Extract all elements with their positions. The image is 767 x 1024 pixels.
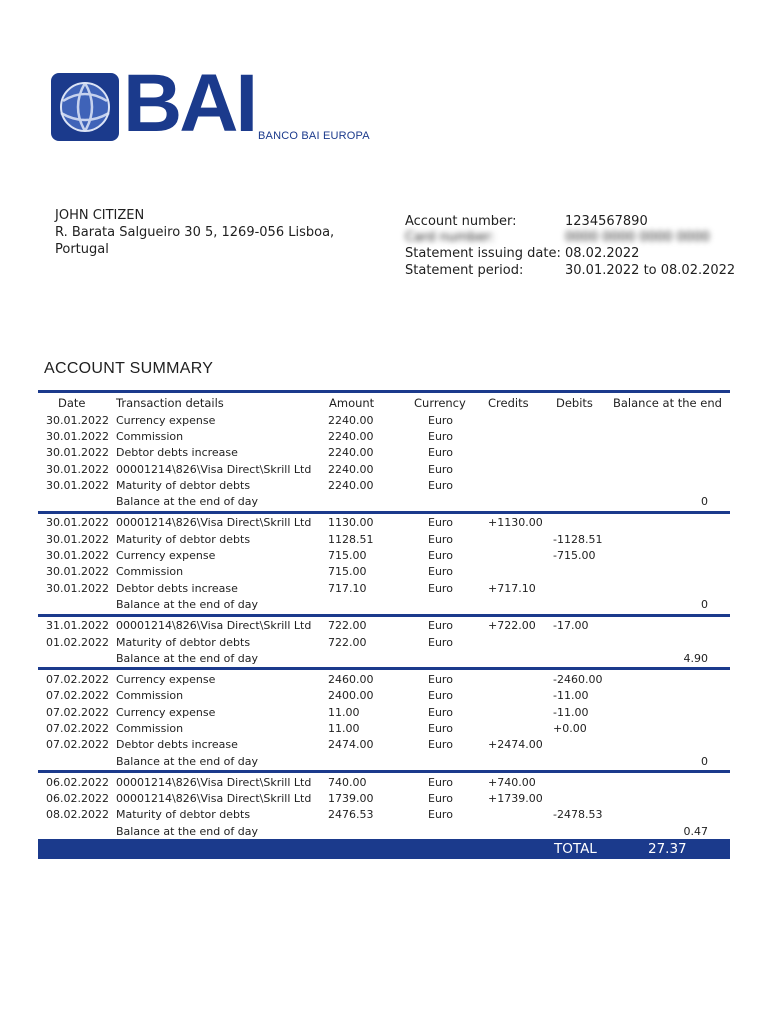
cell-amount: 2400.00 [328,689,374,703]
cell-debits: -11.00 [553,705,589,719]
group-divider [38,511,730,514]
end-of-day-balance-row [38,650,730,666]
end-of-day-balance-row [38,823,730,839]
cell-details: 00001214\826\Visa Direct\Skrill Ltd [116,619,312,633]
header-balance: Balance at the end [613,395,722,410]
cell-details: 00001214\826\Visa Direct\Skrill Ltd [116,462,312,476]
cell-date: 30.01.2022 [46,462,109,476]
cell-date: 30.01.2022 [46,429,109,443]
transaction-row [38,720,730,736]
cell-credits: +740.00 [488,775,536,789]
cell-amount: 717.10 [328,581,367,595]
cell-details: Currency expense [116,413,216,427]
transaction-row [38,774,730,790]
cell-date: 30.01.2022 [46,565,109,579]
customer-address-line1: R. Barata Salgueiro 30 5, 1269-056 Lisboa, [55,225,335,240]
cell-date: 01.02.2022 [46,635,109,649]
cell-credits: +722.00 [488,619,536,633]
cell-amount: 2476.53 [328,808,374,822]
cell-date: 06.02.2022 [46,792,109,806]
cell-date: 30.01.2022 [46,532,109,546]
cell-debits: -2478.53 [553,808,603,822]
cell-details: Debtor debts increase [116,738,238,752]
total-label: TOTAL [554,841,597,858]
cell-date: 07.02.2022 [46,673,109,687]
transaction-row [38,547,730,563]
cell-details: Maturity of debtor debts [116,635,251,649]
cell-amount: 715.00 [328,565,367,579]
cell-amount: 740.00 [328,775,367,789]
cell-amount: 2240.00 [328,478,374,492]
header-debits: Debits [556,395,593,410]
cell-currency: Euro [428,516,453,530]
cell-amount: 722.00 [328,619,367,633]
transaction-row [38,515,730,531]
cell-debits: -11.00 [553,689,589,703]
cell-details: 00001214\826\Visa Direct\Skrill Ltd [116,792,312,806]
transaction-row [38,428,730,444]
transaction-row [38,634,730,650]
transaction-row [38,791,730,807]
transactions-table [38,390,730,859]
cell-amount: 2240.00 [328,429,374,443]
cell-credits: +2474.00 [488,738,543,752]
cell-amount: 722.00 [328,635,367,649]
cell-balance: 0 [701,495,708,509]
transaction-row [38,618,730,634]
cell-date: 08.02.2022 [46,808,109,822]
section-title: ACCOUNT SUMMARY [44,360,214,377]
cell-amount: 2474.00 [328,738,374,752]
header-credits: Credits [488,395,529,410]
account-value: 1234567890 [565,213,648,229]
cell-date: 07.02.2022 [46,705,109,719]
customer-address-line2: Portugal [55,242,109,257]
card-value: 0000 0000 0000 0000 [565,229,710,245]
transaction-row [38,807,730,823]
cell-details: Maturity of debtor debts [116,532,251,546]
transaction-row [38,704,730,720]
cell-currency: Euro [428,673,453,687]
cell-balance: 4.90 [683,651,708,665]
card-number-row [405,229,745,245]
globe-logo-icon [51,73,119,141]
cell-date: 30.01.2022 [46,478,109,492]
transaction-row [38,477,730,493]
period-label: Statement period: [405,262,524,278]
transaction-row [38,445,730,461]
cell-currency: Euro [428,413,453,427]
cell-amount: 1130.00 [328,516,374,530]
customer-name: JOHN CITIZEN [55,208,145,223]
cell-amount: 1128.51 [328,532,374,546]
cell-date: 07.02.2022 [46,721,109,735]
customer-block [55,207,334,258]
cell-details: Balance at the end of day [116,824,259,838]
cell-details: Maturity of debtor debts [116,478,251,492]
cell-currency: Euro [428,738,453,752]
cell-currency: Euro [428,549,453,563]
transaction-row [38,580,730,596]
header-currency: Currency [414,395,466,410]
cell-date: 30.01.2022 [46,516,109,530]
cell-balance: 0 [701,754,708,768]
cell-currency: Euro [428,478,453,492]
brand-subtitle: BANCO BAI EUROPA [258,130,370,142]
issue-date-row [405,246,745,262]
cell-currency: Euro [428,619,453,633]
cell-debits: -2460.00 [553,673,603,687]
end-of-day-balance-row [38,753,730,769]
total-bar [38,839,730,859]
cell-details: 00001214\826\Visa Direct\Skrill Ltd [116,775,312,789]
header-date: Date [58,395,86,410]
transaction-row [38,688,730,704]
transaction-row [38,671,730,687]
cell-debits: -17.00 [553,619,589,633]
cell-date: 30.01.2022 [46,446,109,460]
cell-debits: -715.00 [553,549,596,563]
cell-credits: +1130.00 [488,516,543,530]
cell-details: Commission [116,721,184,735]
group-divider [38,667,730,670]
cell-currency: Euro [428,532,453,546]
cell-details: Currency expense [116,705,216,719]
account-number-row [405,213,745,229]
transaction-row [38,564,730,580]
cell-amount: 11.00 [328,721,360,735]
bank-logo [51,58,370,149]
transaction-row [38,737,730,753]
cell-currency: Euro [428,775,453,789]
cell-date: 31.01.2022 [46,619,109,633]
cell-currency: Euro [428,635,453,649]
cell-details: Debtor debts increase [116,581,238,595]
transaction-row [38,531,730,547]
cell-currency: Euro [428,429,453,443]
end-of-day-balance-row [38,596,730,612]
cell-credits: +1739.00 [488,792,543,806]
cell-amount: 2240.00 [328,446,374,460]
cell-credits: +717.10 [488,581,536,595]
cell-details: Currency expense [116,673,216,687]
cell-details: Balance at the end of day [116,754,259,768]
cell-details: Balance at the end of day [116,651,259,665]
transaction-row [38,461,730,477]
cell-currency: Euro [428,689,453,703]
cell-details: 00001214\826\Visa Direct\Skrill Ltd [116,516,312,530]
cell-date: 07.02.2022 [46,689,109,703]
period-row [405,262,745,278]
total-value: 27.37 [648,841,687,858]
cell-details: Balance at the end of day [116,495,259,509]
cell-details: Maturity of debtor debts [116,808,251,822]
brand-name: BAI [123,58,256,149]
cell-date: 07.02.2022 [46,738,109,752]
cell-amount: 715.00 [328,549,367,563]
cell-amount: 2460.00 [328,673,374,687]
period-value: 30.01.2022 to 08.02.2022 [565,262,736,278]
cell-amount: 1739.00 [328,792,374,806]
cell-currency: Euro [428,462,453,476]
cell-details: Currency expense [116,549,216,563]
cell-details: Balance at the end of day [116,597,259,611]
cell-currency: Euro [428,792,453,806]
statement-meta [405,213,745,278]
cell-amount: 2240.00 [328,462,374,476]
account-label: Account number: [405,213,517,229]
header-amount: Amount [329,395,375,410]
issue-date-label: Statement issuing date: [405,246,561,262]
cell-debits: -1128.51 [553,532,603,546]
cell-details: Debtor debts increase [116,446,238,460]
cell-amount: 11.00 [328,705,360,719]
cell-currency: Euro [428,721,453,735]
header-details: Transaction details [116,395,224,410]
cell-date: 30.01.2022 [46,413,109,427]
cell-amount: 2240.00 [328,413,374,427]
cell-balance: 0 [701,597,708,611]
cell-currency: Euro [428,808,453,822]
card-label: Card number: [405,229,495,245]
group-divider [38,614,730,617]
transaction-groups [38,412,730,839]
cell-currency: Euro [428,446,453,460]
cell-date: 06.02.2022 [46,775,109,789]
cell-date: 30.01.2022 [46,549,109,563]
cell-debits: +0.00 [553,721,587,735]
cell-currency: Euro [428,581,453,595]
group-divider [38,770,730,773]
cell-date: 30.01.2022 [46,581,109,595]
cell-details: Commission [116,429,184,443]
cell-balance: 0.47 [683,824,708,838]
cell-details: Commission [116,689,184,703]
cell-currency: Euro [428,565,453,579]
cell-currency: Euro [428,705,453,719]
issue-date-value: 08.02.2022 [565,246,640,262]
end-of-day-balance-row [38,493,730,509]
cell-details: Commission [116,565,184,579]
transaction-row [38,412,730,428]
table-header [38,393,730,412]
